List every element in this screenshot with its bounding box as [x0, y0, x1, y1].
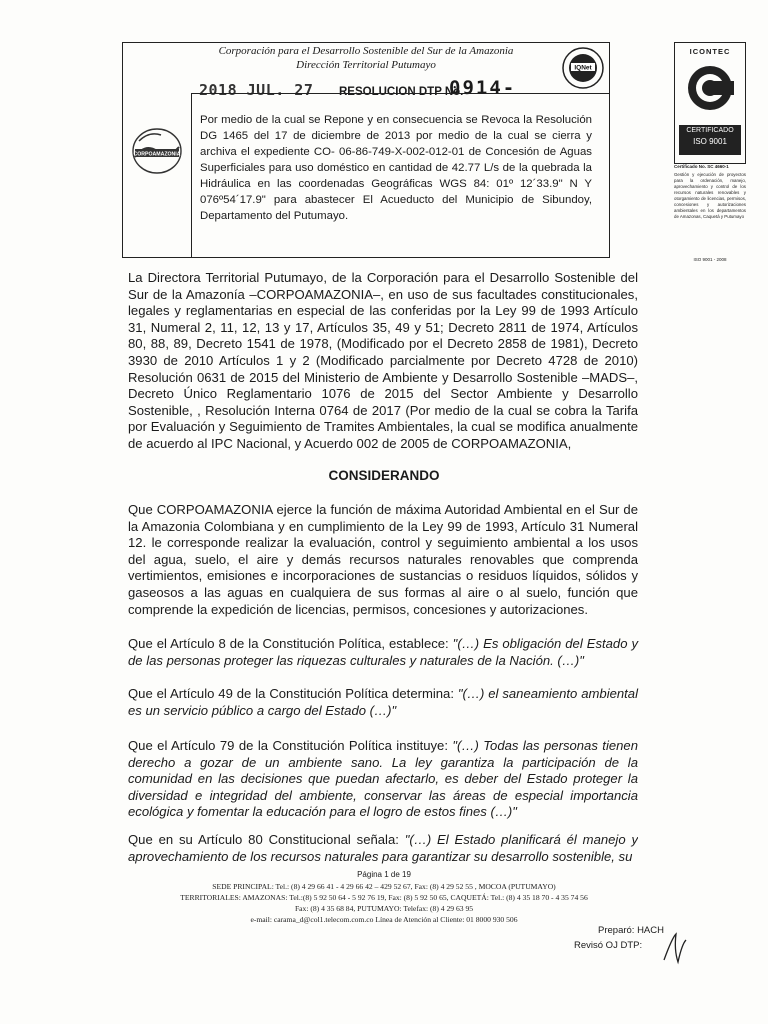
resolution-number: 0914-: [449, 77, 517, 99]
iqnet-seal-icon: [561, 46, 605, 90]
footer-main-office: SEDE PRINCIPAL: Tel.: (8) 4 29 66 41 - 4 29 66 42 – 429 52 67, Fax: (8) 4 29 52 55 , MOCOA (PUTUMAYO): [212, 882, 556, 891]
resolution-summary: Por medio de la cual se Repone y en consecuencia se Revoca la Resolución DG 1465 del 17 de diciembre de 2013 por medio de la cual se cierra y archiva el expediente CO- 06-86-749-X-002-012-01 de Concesión de Aguas Superficiales para uso doméstico en cantidad de 42.77 L/s de la quebrada la Hidráulica en las coordenadas Geográficas WGS 84: 01º 12´33.9" N Y 076º54´17.9" para abastecer El Acueducto del Municipio de Sibundoy, Departamento del Putumayo.: [200, 114, 592, 222]
icontec-badge: [674, 42, 746, 164]
article-80-lead: Que en su Artículo 80 Constitucional señala:: [128, 832, 405, 847]
logo-text: CORPOAMAZONIA: [133, 151, 181, 158]
article-79-lead: Que el Artículo 79 de la Constitución Política instituye:: [128, 738, 453, 753]
iso-label: ISO 9001: [693, 137, 727, 146]
footer-territorial: TERRITORIALES: AMAZONAS: Tel.:(8) 5 92 50 64 - 5 92 76 19, Fax: (8) 5 92 50 65, CAQUETÁ: Tel.: (8) 4 35 18 70 - 4 35 74 56: [180, 893, 588, 902]
page-number: Página 1 de 19: [357, 870, 411, 879]
considerando-heading: CONSIDERANDO: [328, 468, 440, 483]
prepared-by: Preparó: HACH: [598, 925, 664, 936]
article-79-quote: "(…) Todas las personas tienen derecho a gozar de un ambiente sano. La ley garantiza la participación de la comunidad en las decisiones que puedan afectarlo, es deber del Estado proteger la diversidad e integridad del ambiente, conservar las áreas de especial importancia ecológica y fomentar la educación para el logro de estos fines (…)": [128, 738, 638, 820]
iso-version: ISO 9001 - 2008: [693, 257, 727, 262]
summary-cell: [191, 93, 609, 257]
article-8-quote: "(…) Es obligación del Estado y de las personas proteger las riquezas culturales y naturales de la Nación. (…)": [128, 636, 638, 668]
logo-cell: [123, 93, 191, 257]
intro-paragraph: La Directora Territorial Putumayo, de la Corporación para el Desarrollo Sostenible del Sur de la Amazonía –CORPOAMAZONIA–, en uso de sus facultades constitucionales, legales y reglamentarias en especial de las conferidas por la Ley 99 de 1993 Artículo 31, Numeral 2, 11, 12, 13 y 17, Artículos 35, 49 y 51; Decreto 2811 de 1974, Artículos 80, 88, 89, Decreto 1541 de 1978, (Modificado por el Decreto 2858 de 1981), Decreto 3930 de 2010 Artículos 1 y 2 (Modificado parcialmente por Decreto 4728 de 2010) Resolución 0631 de 2015 del Ministerio de Ambiente y Desarrollo Sostenible –MADS–, Decreto Único Reglamentario 1076 de 2015 del Sector Ambiente y Desarrollo Sostenible, , Resolución Interna 0764 de 2017 (Por medio de la cual se cobra la Tarifa por Evaluación y Seguimiento de Tramites Ambientales, la cual se modifica anualmente de acuerdo al IPC Nacional, y Acuerdo 002 de 2005 de CORPOAMAZONIA,: [128, 270, 638, 451]
certified-box: [679, 125, 741, 155]
reviewed-by: Revisó OJ DTP:: [574, 940, 643, 951]
icontec-certification: [674, 42, 746, 264]
resolution-label: RESOLUCION DTP No.: [339, 86, 464, 98]
certified-label: CERTIFICADO: [686, 127, 734, 134]
certificate-number: Certificado No. SC 4660-1: [674, 164, 729, 169]
signature-mark: [660, 930, 690, 970]
corporation-name: Corporación para el Desarrollo Sostenible del Sur de la Amazonia: [218, 45, 514, 57]
article-80-paragraph: [128, 832, 638, 866]
certification-scope: Gestión y ejecución de proyectos para la ordenación, manejo, aprovechamiento y control de los recursos naturales renovables y otorgamiento de licencias, permisos, concesiones y autorizaciones ambientales en los departamentos de Amazonas, Caquetá y Putumayo: [674, 172, 746, 219]
territorial-direction: Dirección Territorial Putumayo: [296, 59, 436, 71]
article-49-paragraph: [128, 686, 638, 719]
article-8-lead: Que el Artículo 8 de la Constitución Política, establece:: [128, 636, 453, 651]
corpoamazonia-logo: [127, 121, 187, 181]
article-79-paragraph: [128, 738, 638, 821]
icontec-brand: ICONTEC: [689, 47, 731, 56]
footer-contact: e-mail: carama_d@col1.telecom.com.co Línea de Atención al Cliente: 01 8000 930 506: [250, 915, 518, 924]
iqnet-text: IQNet: [574, 64, 592, 72]
article-49-quote: "(…) el saneamiento ambiental es un servicio público a cargo del Estado (…)": [128, 686, 638, 718]
footer-fax: Fax: (8) 4 35 68 84, PUTUMAYO: Telefax: (8) 4 29 63 95: [294, 904, 474, 913]
article-80-quote: "(…) El Estado planificará él manejo y aprovechamiento de los recursos naturales para garantizar su desarrollo sostenible, su: [128, 832, 638, 864]
article-8-paragraph: [128, 636, 638, 669]
resolution-header: [122, 42, 610, 258]
icontec-logo-icon: [685, 63, 735, 113]
considerando-paragraph-1: Que CORPOAMAZONIA ejerce la función de máxima Autoridad Ambiental en el Sur de la Amazonia Colombiana y en cumplimiento de la Ley 99 de 1993, Artículo 31 Numeral 12. le corresponde realizar la evaluación, control y seguimiento ambiental a los usos del agua, suelo, el aire y demás recursos naturales renovables que comprenda vertimientos, emisiones e incorporaciones de sustancias o residuos líquidos, sólidos y gaseosos a las aguas en cualquiera de sus formas al aire o al suelo, función que comprende la expedición de licencias, permisos, concesiones y autorizaciones.: [128, 502, 638, 617]
article-49-lead: Que el Artículo 49 de la Constitución Política determina:: [128, 686, 458, 701]
date-stamp: 2018 JUL. 27: [199, 81, 314, 99]
